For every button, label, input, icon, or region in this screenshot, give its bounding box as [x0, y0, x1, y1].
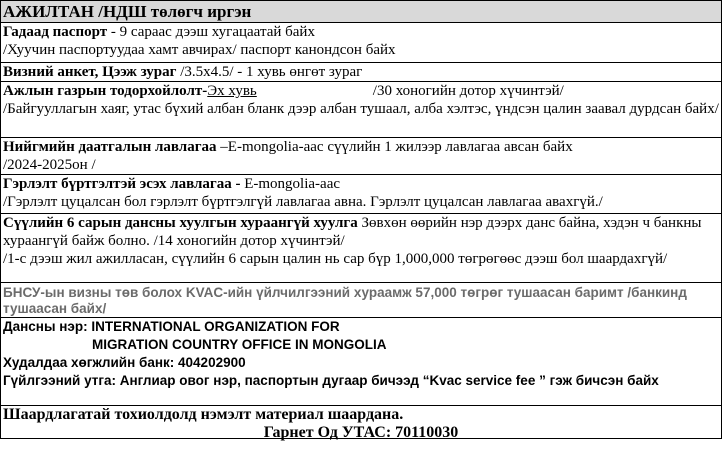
payment-notice: БНСУ-ын визны төв болох KVAC-ийн үйлчилгээний хураамж 57,000 төгрөг тушаасан баримт /банкинд тушаасан байх/: [3, 285, 687, 316]
employment-row: [1, 81, 721, 137]
social-insurance-row: [1, 137, 721, 174]
marriage-note: /Гэрлэлт цуцалсан бол гэрлэлт бүртгэлгүй лавлагаа авна. Гэрлэлт цуцалсан лавлагаа авахгүй./: [3, 194, 603, 210]
purpose-label: Гүйлгээний утга:: [3, 373, 120, 388]
visa-form-title: Визний анкет, Цээж зураг: [3, 64, 177, 80]
passport-text: - 9 сараас дээш хугацаатай байх: [107, 24, 315, 40]
header-title: АЖИЛТАН /НДШ төлөгч иргэн: [3, 2, 252, 21]
passport-row: [1, 22, 721, 62]
bank-statement-note: /1-с дээш жил ажилласан, сүүлийн 6 сарын цалин нь сар бүр 1,000,000 төгрөгөөс дээш бол шаардахгүй/: [3, 251, 668, 267]
employment-original-copy: Эх хувь: [207, 83, 257, 99]
footer-row: [1, 405, 721, 439]
visa-form-row: [1, 62, 721, 81]
employment-text: /Байгууллагын хаяг, утас бүхий албан бланк дээр албан тушаал, алба хэлтэс, үндсэн цалин заавал дурдсан байх/: [3, 101, 719, 117]
social-insurance-text: –E-mongolia-аас сүүлийн 1 жилээр лавлагаа авсан байх: [216, 139, 573, 155]
account-label: Дансны нэр:: [3, 319, 88, 334]
marriage-row: [1, 174, 721, 213]
table-header: [1, 0, 721, 22]
visa-form-text: /3.5х4.5/ - 1 хувь өнгөт зураг: [176, 64, 363, 80]
payment-notice-row: [1, 282, 721, 317]
bank-label: Худалдаа хөгжлийн банк:: [3, 355, 179, 370]
employment-deadline: /30 хоногийн дотор хүчинтэй/: [372, 83, 564, 99]
bank-statement-title: Сүүлийн 6 сарын дансны хуулгын хураангүй хуулга: [3, 215, 358, 231]
bank-statement-text: Зөвхөн өөрийн нэр дээрх данс байна, хэдэн ч банкны хураангүй байж болно. /14 хоногийн дотор хүчинтэй/: [3, 215, 702, 249]
bank-statement-row: [1, 213, 721, 282]
account-name-2: MIGRATION COUNTRY OFFICE IN MONGOLIA: [92, 337, 387, 352]
footer-line-2: Гарнет Од УТАС: 70110030: [263, 424, 459, 441]
bank-number: 404202900: [178, 355, 246, 370]
passport-note: /Хуучин паспортуудаа хамт авчирах/ паспорт канондсон байх: [3, 42, 396, 58]
marriage-title: Гэрлэлт бүртгэлтэй эсэх лавлагаа -: [3, 176, 245, 192]
social-insurance-note: /2024-2025он /: [3, 157, 96, 173]
social-insurance-title: Нийгмийн даатгалын лавлагаа: [3, 139, 217, 155]
marriage-text: E-mongolia-аас: [244, 176, 341, 192]
employment-title: Ажлын газрын тодорхойлолт-: [3, 83, 208, 99]
account-name-1: INTERNATIONAL ORGANIZATION FOR: [87, 319, 340, 334]
passport-title: Гадаад паспорт: [3, 24, 108, 40]
payment-details-row: [1, 317, 721, 405]
footer-line-1: Шаардлагатай тохиолдолд нэмэлт материал шаардана.: [3, 406, 404, 423]
purpose-text: Англиар овог нэр, паспортын дугаар бичээд “Kvac service fee ” гэж бичсэн байх: [119, 373, 659, 388]
